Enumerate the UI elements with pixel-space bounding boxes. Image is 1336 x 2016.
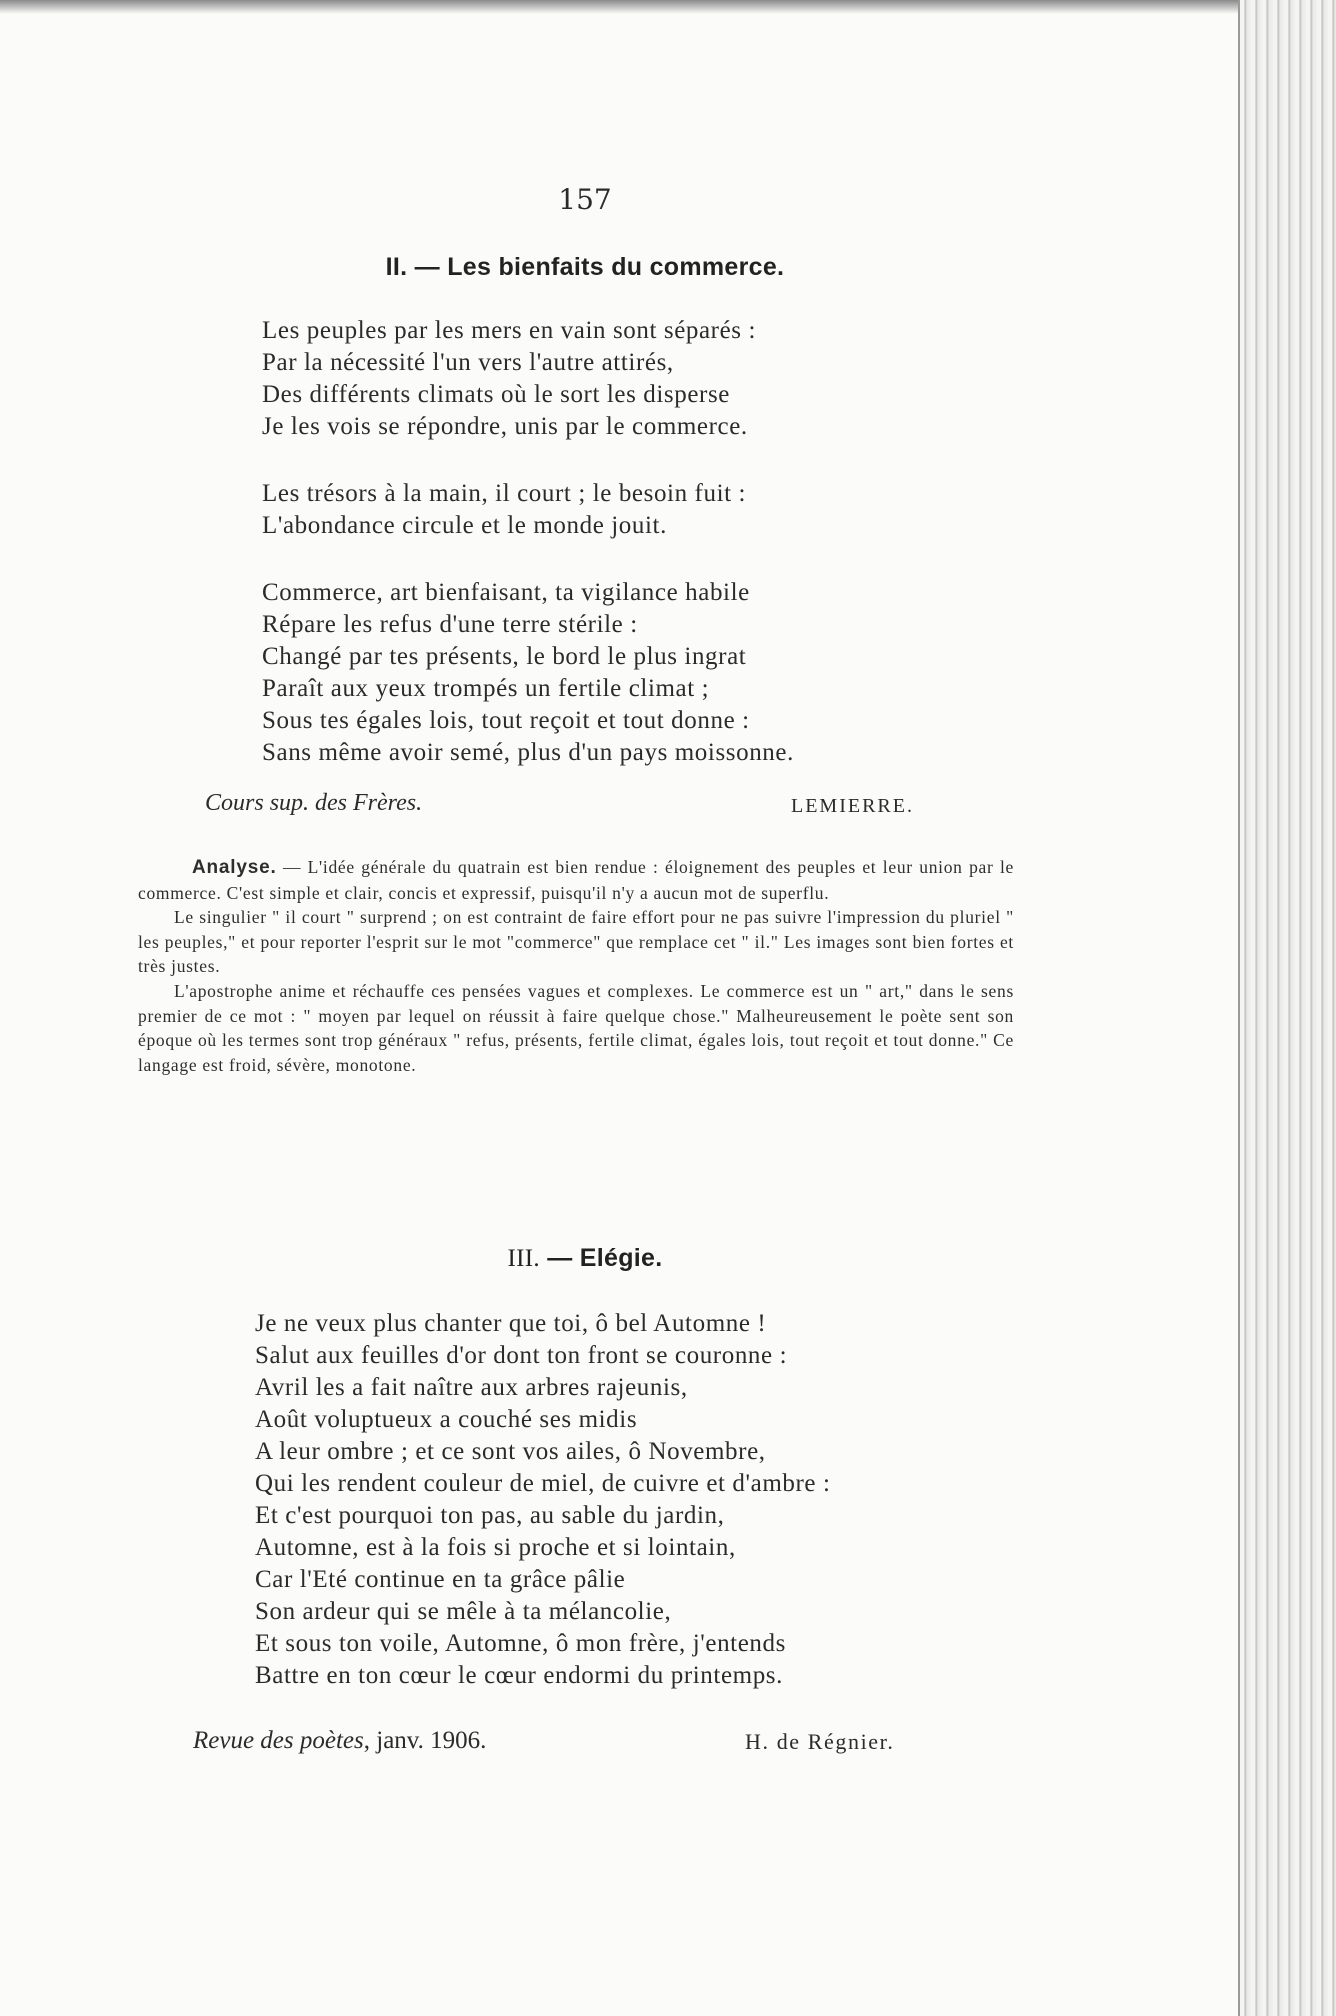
poem-line: Des différents climats où le sort les disperse xyxy=(262,381,731,408)
analysis-paragraph: L'apostrophe anime et réchauffe ces pensées vagues et complexes. Le commerce est un " art," dans le sens premier de ce mot : " moyen par lequel on réussit à faire quelque chose." Malheureusement le poète sent son époque où les termes sont trop généraux " refus, présents, fertile climat, égales lois, tout reçoit et tout donne." Ce langage est froid, sévère, monotone. xyxy=(138,980,1014,1075)
section-title-text: Les bienfaits du commerce. xyxy=(447,253,785,281)
poem-line: Août voluptueux a couché ses midis xyxy=(255,1406,638,1433)
poem-line: Répare les refus d'une terre stérile : xyxy=(262,611,638,638)
analysis-block xyxy=(138,855,1014,1077)
poem-line: Sans même avoir semé, plus d'un pays moissonne. xyxy=(262,739,794,766)
poem-line: Salut aux feuilles d'or dont ton front se couronne : xyxy=(255,1342,788,1369)
stanza-gap xyxy=(262,443,794,478)
poem-line: Car l'Eté continue en ta grâce pâlie xyxy=(255,1566,626,1593)
poem-line: Par la nécessité l'un vers l'autre attirés, xyxy=(262,349,674,376)
page-number: 157 xyxy=(558,183,612,216)
section-title-text: Elégie. xyxy=(579,1244,663,1272)
poem-commerce xyxy=(262,315,794,769)
stanza-gap xyxy=(262,542,794,577)
poem-line: Je les vois se répondre, unis par le commerce. xyxy=(262,413,748,440)
poem-line: Battre en ton cœur le cœur endormi du printemps. xyxy=(255,1662,783,1689)
section-title-commerce xyxy=(0,253,1170,282)
source-title: Revue des poètes xyxy=(193,1727,364,1754)
poem-elegie xyxy=(255,1308,831,1692)
author-name: LEMIERRE. xyxy=(791,795,914,817)
source-citation: Cours sup. des Frères. xyxy=(205,790,423,816)
poem-line: Paraît aux yeux trompés un fertile climat ; xyxy=(262,675,710,702)
source-citation xyxy=(193,1727,486,1755)
analysis-paragraph: Le singulier " il court " surprend ; on est contraint de faire effort pour ne pas suivre l'impression du pluriel " les peuples," et pour reporter l'esprit sur le mot "commerce" que remplace cet " il." Les images sont bien fortes et très justes. xyxy=(138,907,1014,977)
poem-line: Automne, est à la fois si proche et si lointain, xyxy=(255,1534,736,1561)
section-number: III. xyxy=(507,1245,540,1272)
poem-line: A leur ombre ; et ce sont vos ailes, ô Novembre, xyxy=(255,1438,766,1465)
poem-line: Je ne veux plus chanter que toi, ô bel Automne ! xyxy=(255,1310,767,1337)
poem-line: Et sous ton voile, Automne, ô mon frère, j'entends xyxy=(255,1630,786,1657)
analysis-text: — L'idée générale du quatrain est bien rendue : éloignement des peuples et leur union par le commerce. C'est simple et clair, concis et expressif, puisqu'il n'y a aucun mot de superflu. xyxy=(138,857,1014,903)
poem-line: Qui les rendent couleur de miel, de cuivre et d'ambre : xyxy=(255,1470,831,1497)
author-name: H. de Régnier. xyxy=(745,1729,895,1754)
section-dash: — xyxy=(414,253,440,281)
poem-line: Sous tes égales lois, tout reçoit et tout donne : xyxy=(262,707,750,734)
analysis-label: Analyse. xyxy=(192,857,277,878)
poem-line: Les peuples par les mers en vain sont séparés : xyxy=(262,317,757,344)
poem-line: Son ardeur qui se mêle à ta mélancolie, xyxy=(255,1598,672,1625)
page-top-shadow xyxy=(0,0,1336,14)
analysis-paragraph xyxy=(138,855,1014,905)
poem-line: Commerce, art bienfaisant, ta vigilance habile xyxy=(262,579,750,606)
poem-line: Avril les a fait naître aux arbres rajeunis, xyxy=(255,1374,688,1401)
poem-line: Changé par tes présents, le bord le plus ingrat xyxy=(262,643,747,670)
section-dash: — xyxy=(547,1244,573,1272)
source-date: , janv. 1906. xyxy=(363,1727,487,1754)
book-page-edges xyxy=(1238,0,1336,2016)
poem-line: Et c'est pourquoi ton pas, au sable du jardin, xyxy=(255,1502,725,1529)
poem-line: L'abondance circule et le monde jouit. xyxy=(262,512,667,539)
section-title-elegie xyxy=(0,1244,1170,1273)
poem-line: Les trésors à la main, il court ; le besoin fuit : xyxy=(262,480,747,507)
section-number: II. xyxy=(385,253,408,281)
